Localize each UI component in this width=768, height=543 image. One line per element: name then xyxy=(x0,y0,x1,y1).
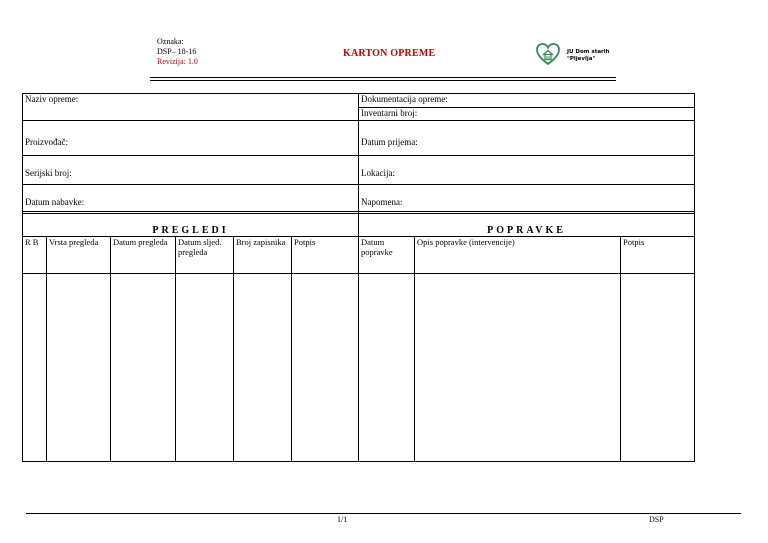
cell-datum-sljed-pregleda[interactable] xyxy=(176,274,234,462)
column-header-rb: R B xyxy=(23,237,47,274)
house-heart-logo-icon xyxy=(535,42,561,66)
header-divider-thick xyxy=(150,77,616,78)
table-row xyxy=(23,94,695,108)
field-datum-prijema[interactable]: Datum prijema: xyxy=(359,121,695,156)
inspections-repairs-table xyxy=(22,211,695,462)
document-meta xyxy=(157,37,198,67)
column-header-potpis-pregleda: Potpis xyxy=(292,237,359,274)
cell-datum-pregleda[interactable] xyxy=(111,274,176,462)
field-serijski-broj[interactable]: Serijski broj: xyxy=(23,156,359,185)
column-header-broj-zapisnika: Broj zapisnika xyxy=(234,237,292,274)
document-code: DSP– 18-16 xyxy=(157,47,197,56)
column-header-datum-pregleda: Datum pregleda xyxy=(111,237,176,274)
field-datum-nabavke[interactable]: Datum nabavke: xyxy=(23,185,359,214)
popravke-section-title: POPRAVKE xyxy=(359,212,695,237)
cell-potpis-pregleda[interactable] xyxy=(292,274,359,462)
field-dokumentacija-opreme[interactable]: Dokumentacija opreme: xyxy=(359,94,695,108)
page-number: 1/1 xyxy=(337,515,348,524)
header-divider-thin xyxy=(150,80,616,81)
cell-rb[interactable] xyxy=(23,274,47,462)
field-inventarni-broj[interactable]: Inventarni broj: xyxy=(359,107,695,121)
table-row xyxy=(23,121,695,156)
revision-label: Revizija: 1.0 xyxy=(157,57,198,66)
field-naziv-opreme[interactable]: Naziv opreme: xyxy=(23,94,359,121)
field-lokacija[interactable]: Lokacija: xyxy=(359,156,695,185)
field-proizvodac[interactable]: Proizvođač: xyxy=(23,121,359,156)
oznaka-label: Oznaka: xyxy=(157,37,184,46)
field-napomena[interactable]: Napomena: xyxy=(359,185,695,214)
organization-name-line1: JU Dom starih xyxy=(567,49,610,55)
footer-divider xyxy=(26,513,741,514)
column-header-datum-popravke: Datum popravke xyxy=(359,237,415,274)
table-row xyxy=(23,156,695,185)
cell-datum-popravke[interactable] xyxy=(359,274,415,462)
column-header-datum-sljed-pregleda: Datum sljed. pregleda xyxy=(176,237,234,274)
pregledi-section-title: PREGLEDI xyxy=(23,212,359,237)
cell-opis-popravke[interactable] xyxy=(415,274,621,462)
cell-broj-zapisnika[interactable] xyxy=(234,274,292,462)
column-header-vrsta-pregleda: Vrsta pregleda xyxy=(47,237,111,274)
organization-name xyxy=(567,49,610,63)
section-header-row xyxy=(23,212,695,237)
table-row xyxy=(23,274,695,462)
table-row xyxy=(23,185,695,214)
cell-vrsta-pregleda[interactable] xyxy=(47,274,111,462)
footer-code: DSP xyxy=(649,515,664,524)
column-header-opis-popravke: Opis popravke (intervencije) xyxy=(415,237,621,274)
document-title: KARTON OPREME xyxy=(343,48,436,59)
equipment-info-table xyxy=(22,93,695,214)
cell-potpis-popravke[interactable] xyxy=(621,274,695,462)
column-header-potpis-popravke: Potpis xyxy=(621,237,695,274)
column-header-row xyxy=(23,237,695,274)
organization-name-line2: "Pljevlja" xyxy=(567,56,596,62)
